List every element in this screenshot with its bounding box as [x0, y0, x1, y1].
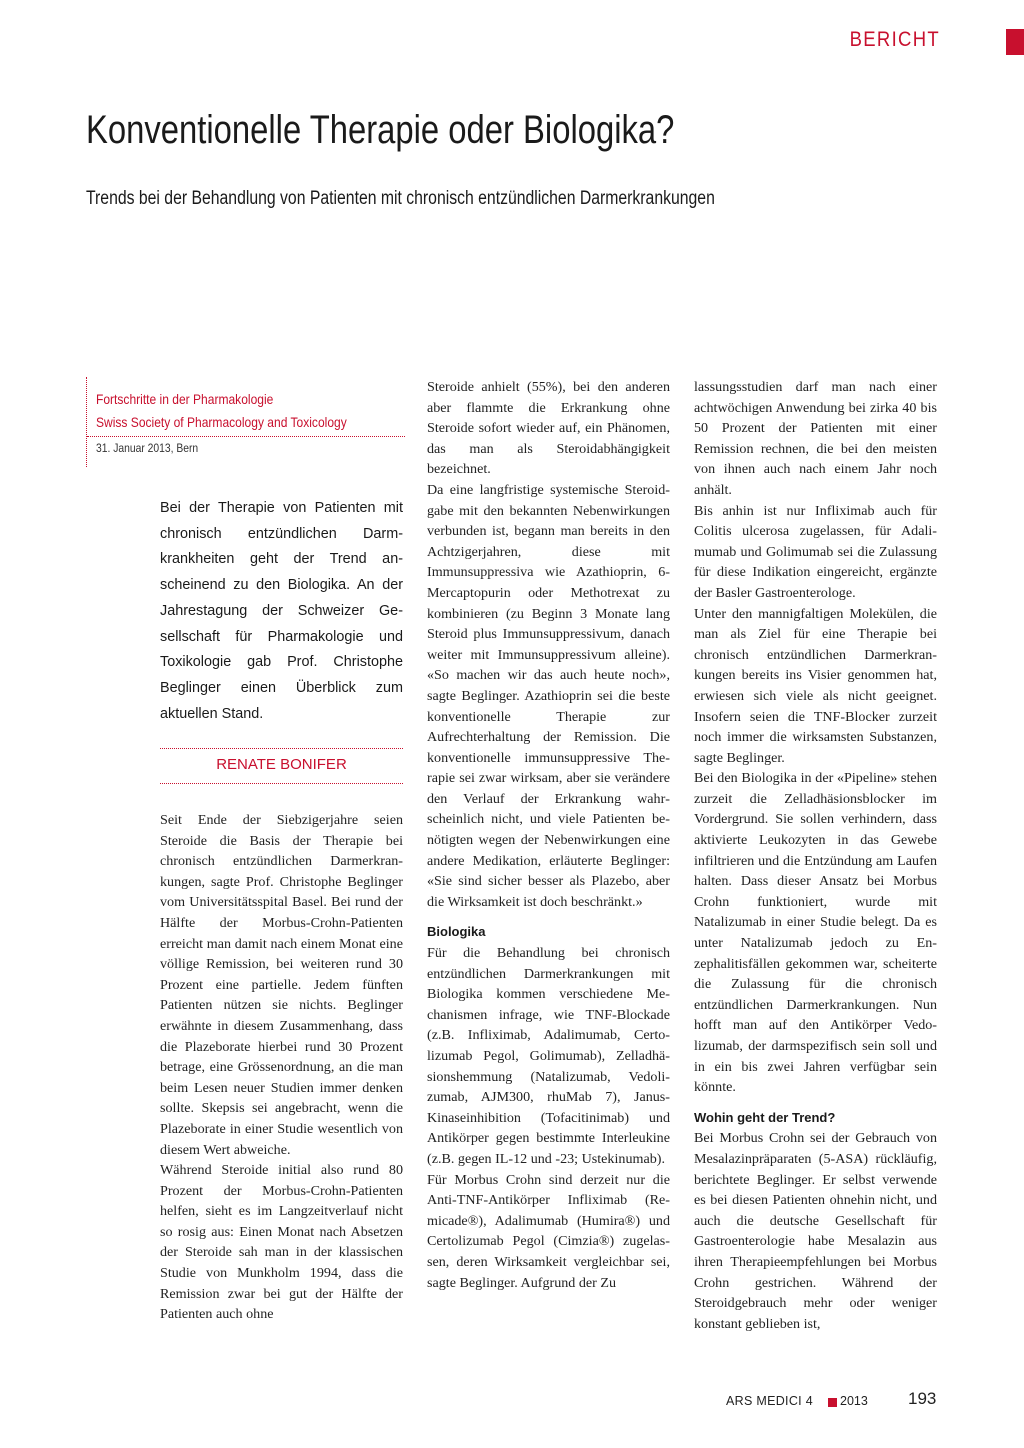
event-date: 31. Januar 2013, Bern [96, 441, 199, 455]
author-name: RENATE BONIFER [216, 756, 347, 773]
text-column-2 [427, 377, 670, 1293]
paragraph: lassungsstudien darf man nach einer achtwöchigen Anwendung bei zirka 40 bis 50 Prozent der Patienten mit einer Remission rechnen, die bei den meisten von ihnen auch nach einem Jahr noch anhält. [694, 379, 937, 498]
event-info-box [86, 377, 405, 467]
paragraph: Während Steroide initial also rund 80 Prozent der Morbus-Crohn-Patienten helfen, sieht es im Langzeitverlauf nicht so rosig aus: Einen Monat nach Absetzen der Steroide sah man in der klassischen Studie von Munkholm 1994, dass die Remission zwar bei gut der Hälfte der Patienten auch ohne [160, 1162, 403, 1323]
paragraph: Bei den Biologika in der «Pipeline» stehen zurzeit die Zelladhäsionsblocker im Vordergrund. Sie sollen verhindern, dass aktivierte Leukozyten in das Gewebe infiltrieren und die Entzündung am Laufen halten. Dass dieser Ansatz bei Morbus Crohn funktioniert, wurde mit Natalizumab in einer Studie belegt. Da es unter Natalizumab jedoch zu Enzephalitisfällen gekommen war, scheiterte die Zulassung für die chronisch entzündlichen Darmerkrankungen. Nun hofft man auf den Antikörper Vedolizumab, der darmspezifisch sein soll und in ein bis zwei Jahren verfügbar sein könnte. [694, 770, 937, 1096]
lead-paragraph: Bei der Therapie von Patienten mit chronisch entzündlichen Darmkrankheiten geht der Trend anscheinend zu den Biologika. An der Jahrestagung der Schweizer Gesellschaft für Pharmakologie und Toxikologie gab Prof. Christophe Beglinger einen Überblick zum aktuellen Stand. [160, 500, 403, 722]
footer-separator [828, 1398, 837, 1407]
event-organizer: Swiss Society of Pharmacology and Toxicology [96, 414, 347, 430]
section-heading-trend: Wohin geht der Trend? [694, 1109, 836, 1125]
article-title: Konventionelle Therapie oder Biologika? [86, 108, 675, 152]
paragraph: Unter den mannigfaltigen Molekülen, die man als Ziel für eine Therapie bei chronisch entzündlichen Darmerkrankungen bereits ins Visier genommen hat, erwiesen sich viele als nicht geeignet. Insofern seien die TNF-Blocker zurzeit noch immer die wirksamsten Substanzen, sagte Beglinger. [694, 605, 937, 766]
author-divider-bottom [160, 783, 403, 784]
section-label: BERICHT [849, 28, 940, 51]
page-number: 193 [908, 1389, 937, 1408]
paragraph: Da eine langfristige systemische Steroidgabe mit den bekannten Nebenwirkungen verbunden ist, begann man bereits in den Achtzigerjahren, diese mit Immunsuppressiva wie Azathioprin, 6-Mercaptopurin oder Methotrexat zu kombinieren (zu Beginn 3 Monate lang Steroid plus Immunsuppressivum, danach weiter mit Immunsuppressivum alleine). «So machen wir das auch heute noch», sagte Beglinger. Azathioprin sei die beste konventionelle Therapie zur Aufrechterhaltung der Remission. Die konventionelle immunsuppressive Therapie sei zwar wirksam, aber sie verändere den Verlauf der Erkrankung wahrscheinlich nicht, und viele Patienten benötigten wegen der Nebenwirkungen eine andere Medikation, erläuterte Beglinger: «Sie sind sicher besser als Plazebo, aber die Wirksamkeit ist doch beschränkt.» [427, 481, 670, 910]
paragraph: Seit Ende der Siebzigerjahre seien Steroide die Basis der Therapie bei chronisch entzündlichen Darmerkrankungen, sagte Prof. Christophe Beglinger vom Universitätsspital Basel. Bei rund der Hälfte der Morbus-Crohn-Patienten erreicht man damit nach einem Monat eine völlige Remission, bei weiteren rund 30 Prozent eine partielle. Jedem fünften Patienten nützen sie nichts. Beglinger erwähnte in diesem Zusammenhang, dass die Plazeborate hierbei rund 30 Prozent betrage, eine Grössenordnung, an die man beim Lesen neuer Studien immer denken sollte. Skepsis sei angebracht, wenn die Plazeborate in einer Studie wesentlich von diesem Wert abweiche. [160, 812, 403, 1158]
paragraph: Bis anhin ist nur Infliximab auch für Colitis ulcerosa zugelassen, für Adalimumab und Golimumab sei die Zulassung für diese Indikation eingereicht, ergänzte der Basler Gastroenterologe. [694, 502, 937, 601]
text-column-3 [694, 377, 937, 1334]
paragraph: Bei Morbus Crohn sei der Gebrauch von Mesalazinpräparaten (5-ASA) rückläufig, berichtete Beglinger. Er selbst verwende es bei diesen Patienten ohnehin nicht, und auch die deutsche Gesellschaft für Gastroenterologie habe Mesalazin aus ihren Therapieempfehlungen bei Morbus Crohn gestrichen. Während der Steroidgebrauch mehr oder weniger konstant geblieben ist, [694, 1130, 937, 1332]
paragraph: Für Morbus Crohn sind derzeit nur die Anti-TNF-Antikörper Infliximab (Remicade®), Adalimumab (Humira®) und Certolizumab Pegol (Cimzia®) zugelassen, deren Wirksamkeit vergleichbar sei, sagte Beglinger. Aufgrund der Zu [427, 1171, 670, 1291]
page-footer [700, 1389, 940, 1412]
journal-name: ARS MEDICI 4 [726, 1394, 813, 1408]
author-divider-top [160, 748, 403, 749]
text-column-1 [160, 810, 403, 1325]
section-heading-biologika: Biologika [427, 924, 486, 940]
article-subtitle: Trends bei der Behandlung von Patienten mit chronisch entzündlichen Darmerkrankungen [86, 188, 715, 209]
journal-year: 2013 [840, 1394, 868, 1408]
paragraph: Steroide anhielt (55%), bei den anderen aber flammte die Erkrankung ohne Steroide sofort wieder auf, ein Phänomen, das man als Steroidabhängigkeit bezeichnet. [427, 379, 670, 478]
event-series: Fortschritte in der Pharmakologie [96, 391, 274, 407]
paragraph: Für die Behandlung bei chronisch entzündlichen Darmerkrankungen mit Biologika kommen verschiedene Mechanismen infrage, wie TNF-Blockade (z.B. Infliximab, Adalimumab, Certolizumab Pegol, Golimumab), Zelladhäsionshemmung (Natalizumab, Vedolizumab, AJM300, rhuMab 7), Janus-Kinaseinhibition (Tofacitinimab) und Antikörper gegen bestimmte Interleukine (z.B. gegen IL-12 und -23; Ustekinumab). [427, 945, 670, 1167]
info-divider [87, 436, 405, 437]
section-marker [1006, 29, 1024, 55]
